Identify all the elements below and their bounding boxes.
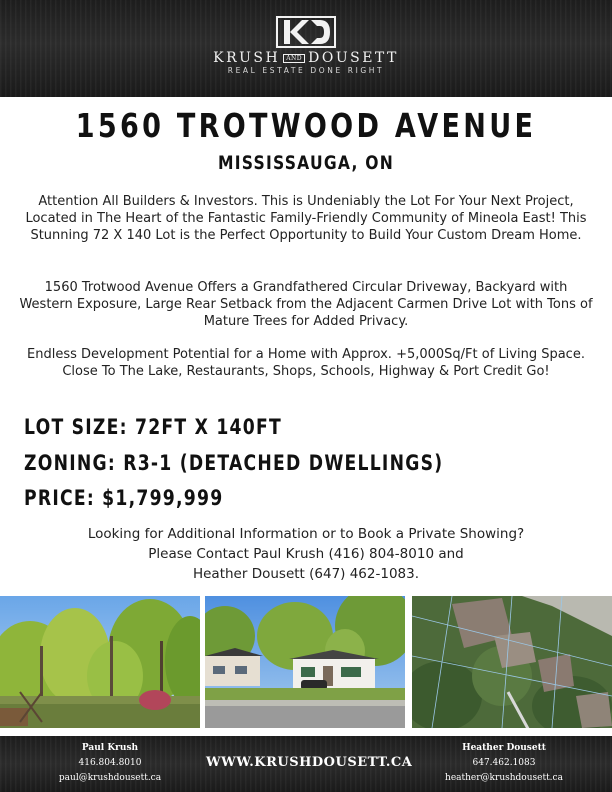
agent-phone[interactable]: 416.804.8010: [78, 758, 142, 768]
agent-name: Heather Dousett: [462, 743, 546, 753]
kd-monogram-logo-icon: [276, 16, 336, 48]
agent-phone[interactable]: 647.462.1083: [472, 758, 536, 768]
brand-name: [0, 50, 612, 66]
agent-email[interactable]: heather@krushdousett.ca: [445, 773, 563, 783]
contact-line-1: Looking for Additional Information or to Book a Private Showing?: [87, 526, 525, 542]
contact-line-2: Please Contact Paul Krush (416) 804-8010 and: [148, 546, 464, 562]
brand-left: KRUSH: [213, 50, 281, 66]
listing-city: MISSISSAUGA, ON: [217, 152, 395, 174]
lot-trees-photo: [0, 596, 200, 728]
contact-info: [18, 524, 594, 584]
price: PRICE: $1,799,999: [24, 486, 224, 510]
zoning: ZONING: R3-1 (DETACHED DWELLINGS): [24, 451, 444, 475]
lot-size: LOT SIZE: 72FT X 140FT: [24, 415, 282, 439]
house-front-photo: [205, 596, 405, 728]
agent-name: Paul Krush: [81, 743, 139, 753]
contact-line-3: Heather Dousett (647) 462-1083.: [192, 566, 420, 582]
brand-tagline: REAL ESTATE DONE RIGHT: [227, 66, 385, 75]
header-banner: [0, 0, 612, 97]
description-paragraph-2: 1560 Trotwood Avenue Offers a Grandfathered Circular Driveway, Backyard with Western Exposure, Large Rear Setback from the Adjacent Carmen Drive Lot with Tons of Mature Trees for Added Privacy.: [19, 280, 593, 329]
description-paragraph-3: Endless Development Potential for a Home with Approx. +5,000Sq/Ft of Living Space. Close To The Lake, Restaurants, Shops, Schools, Highway & Port Credit Go!: [27, 347, 585, 379]
brand-and: AND: [283, 54, 305, 63]
agent-paul: [30, 741, 190, 786]
aerial-map-photo: [412, 596, 612, 728]
brand-right: DOUSETT: [308, 50, 399, 66]
description-paragraph-1: Attention All Builders & Investors. This is Undeniably the Lot For Your Next Project, Located in The Heart of the Fantastic Family-Friendly Community of Mineola East! This Stunning 72 X 140 Lot is the Perfect Opportunity to Build Your Custom Dream Home.: [25, 194, 587, 243]
agent-email[interactable]: paul@krushdousett.ca: [58, 773, 162, 783]
website-link[interactable]: WWW.KRUSHDOUSETT.CA: [206, 755, 413, 770]
listing-address: 1560 TROTWOOD AVENUE: [75, 106, 537, 145]
footer-banner: [0, 736, 612, 792]
agent-heather: [424, 741, 584, 786]
